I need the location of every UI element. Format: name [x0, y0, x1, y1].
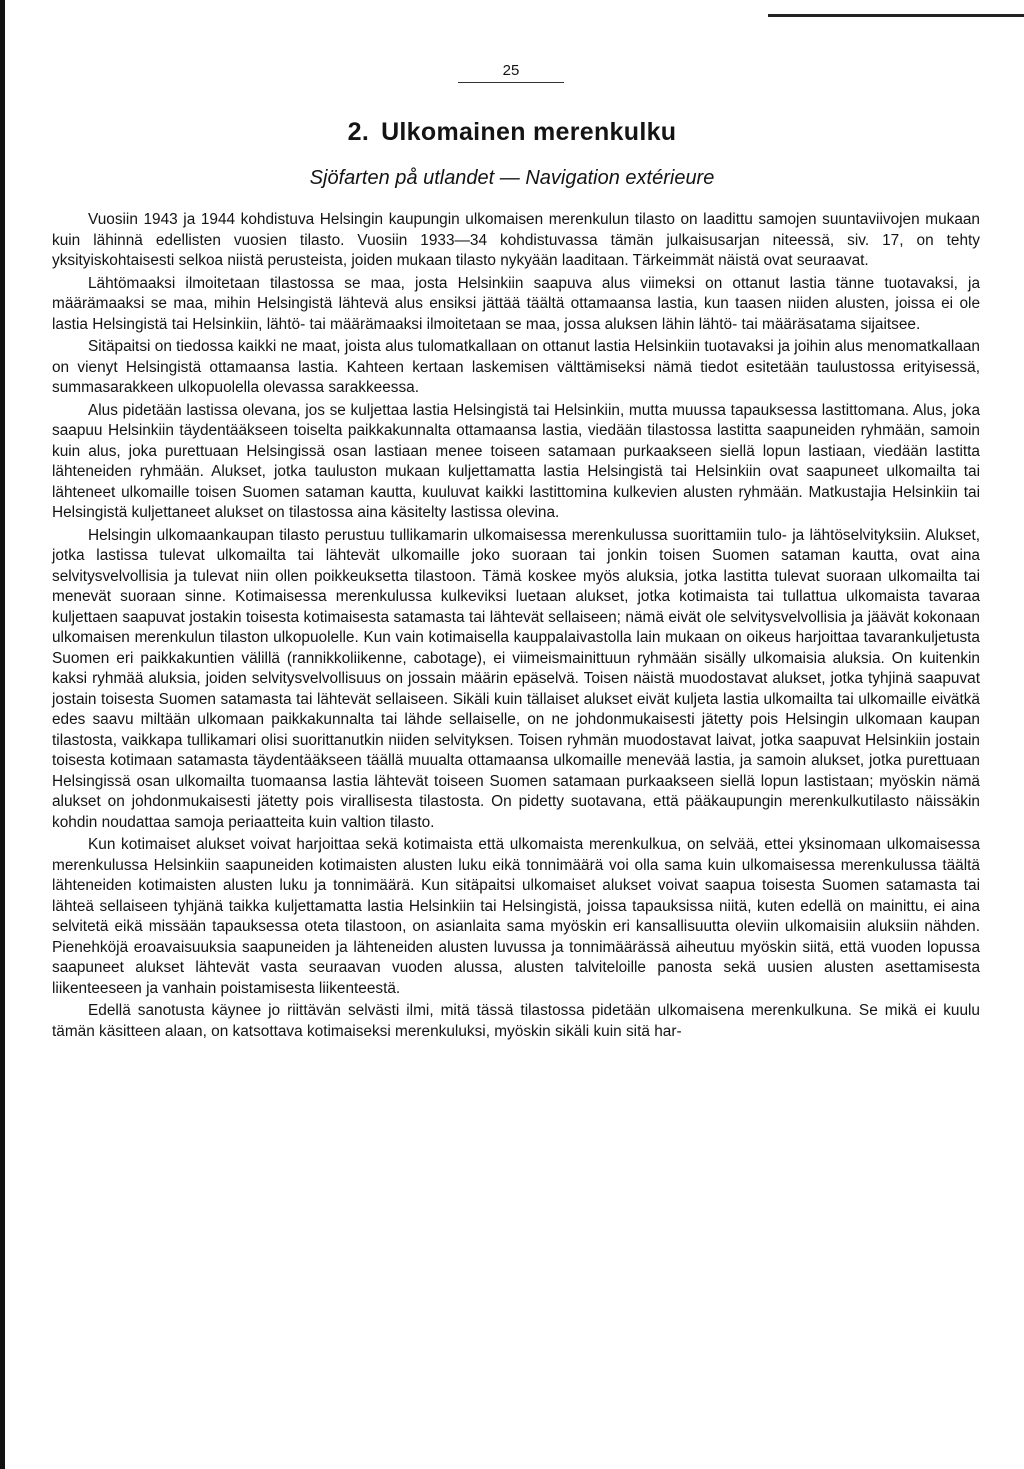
- section-subtitle: Sjöfarten på utlandet — Navigation extérieure: [309, 167, 715, 189]
- paragraph: Lähtömaaksi ilmoitetaan tilastossa se maa, josta Helsinkiin saapuva alus viimeksi on ottanut lastia tänne tuotavaksi, ja määrämaaksi se maa, mihin Helsingistä lähtevä alus ensiksi jättää täältä ottamaansa lastia, kun taasen niiden alusten, joissa ei ole lastia Helsingistä tai Helsinkiin, lähtö- tai määrämaaksi ilmoitetaan se maa, jossa aluksen lähin lähtö- tai määräsatama sijaitsee.: [52, 274, 980, 333]
- paragraph: Alus pidetään lastissa olevana, jos se kuljettaa lastia Helsingistä tai Helsinkiin, mutta muussa tapauksessa lastittomana. Alus, joka saapuu Helsinkiin täydentääkseen toiselta paikkakunnalta ottamaansa lastia, viedään tilastossa lastitta saapuneiden ryhmään, samoin kuin alus, joka purettuaan Helsingissä osan lastiaan menee toiseen satamaan purkaakseen siellä lopun lastiaan, viedään lastitta lähteneiden ryhmään. Alukset, jotka tauluston mukaan kuljettamatta lastia Helsingistä tai Helsinkiin ovat saapuneet ulkomailta tai lähteneet ulkomaille toisen Suomen sataman kautta, kuuluvat kaikki lastittomina kulkevien alusten ryhmään. Matkustajia Helsinkiin tai Helsingistä kuljettaneet alukset on tilastossa aina käsitelty lastissa olevina.: [52, 401, 980, 521]
- paragraph: Kun kotimaiset alukset voivat harjoittaa sekä kotimaista että ulkomaista merenkulkua, on selvää, ettei yksinomaan ulkomaisessa merenkulussa Helsinkiin saapuneiden kotimaisten alusten luku eikä tonnimäärä voi olla sama kuin ulkomaisessa merenkulussa täältä lähteneiden kotimaisten alusten luku ja tonnimäärä. Kun sitäpaitsi ulkomaiset alukset voivat saapua toisesta Suomen satamasta tai lähteä sellaiseen tyhjänä taikka kuljettamatta lastia Helsinkiin tai Helsingistä, joissa tapauksissa niitä, kuten edellä on mainittu, ei aina selvitetä eikä missään tapauksessa oteta tilastoon, on asianlaita sama myöskin eri kansallisuutta oleviin ulkomaisiin aluksiin nähden. Pienehköjä eroavaisuuksia saapuneiden ja lähteneiden alusten luvussa ja tonnimäärässä aiheutuu myöskin siitä, että vuoden lopussa saapuneet alukset lähtevät vasta seuraavan vuoden alussa, alusten talviteloille panosta sekä uusien alusten asettamisesta liikenteeseen ja vanhain poistamisesta liikenteestä.: [52, 836, 980, 997]
- scan-left-edge: [0, 0, 5, 1469]
- section-title: Ulkomainen merenkulku: [381, 118, 677, 146]
- section-number: 2.: [347, 118, 370, 146]
- paragraph: Sitäpaitsi on tiedossa kaikki ne maat, joista alus tulomatkallaan on ottanut lastia Helsinkiin tuotavaksi ja joihin alus menomatkallaan on vienyt Helsingistä ottamaansa lastia. Kahteen kertaan laskemisen välttämiseksi nämä tiedot esitetään taulustossa erityisessä, summasarakkeen ulkopuolella olevassa sarakkeessa.: [52, 338, 980, 396]
- paragraph: Vuosiin 1943 ja 1944 kohdistuva Helsingin kaupungin ulkomaisen merenkulun tilasto on laadittu samojen suuntaviivojen mukaan kuin lähinnä edellisten vuosien tilasto. Vuosiin 1933—34 kohdistuvassa tämän julkaisusarjan niteessä, siv. 17, on tehty yksityiskohtaisesti selkoa niistä perusteista, joiden mukaan tilasto nykyään laaditaan. Tärkeimmät näistä ovat seuraavat.: [52, 211, 980, 269]
- body-text: [52, 210, 980, 1044]
- page-number: 25: [458, 62, 564, 83]
- scan-top-edge: [768, 14, 1024, 17]
- section-heading: [0, 116, 1024, 148]
- paragraph: Helsingin ulkomaankaupan tilasto perustuu tullikamarin ulkomaisessa merenkulussa suorittamiin tulo- ja lähtöselvityksiin. Alukset, jotka lastissa tulevat ulkomailta tai lähtevät ulkomaille joko suoraan tai jonkin toisen Suomen sataman kautta, ovat aina selvitysvelvollisia ja tulevat niin ollen poikkeuksetta tilastoon. Tämä koskee myös aluksia, jotka lastitta tulevat suoraan ulkomailta tai menevät suoraan sinne. Kotimaisessa merenkulussa kulkeviksi luetaan alukset, jotka kotimaista tai tullattua ulkomaista tavaraa kuljettaen saapuvat jostakin toisesta kotimaisesta satamasta tai lähtevät sellaiseen; nämä eivät ole selvitysvelvollisia ja jäävät kokonaan ulkomaisen merenkulun tilaston ulkopuolelle. Kun vain kotimaisella kauppalaivastolla lain mukaan on oikeus harjoittaa tavarankuljetusta Suomen eri paikkakuntien välillä (rannikkoliikenne, cabotage), ei viimeismainittuun ryhmään sisälly ulkomaisia aluksia. On kuitenkin kaksi ryhmää aluksia, joiden selvitysvelvollisuus on jossain määrin epäselvä. Toisen näistä muodostavat alukset, jotka tyhjinä saapuvat jostain toisesta Suomen satamasta tai lähtevät sellaiseen. Sikäli kuin tällaiset alukset eivät kuljeta lastia ulkomailta tai ulkomaille eivätkä edes saavu miltään ulkomaan paikkakunnalta tai lähde sellaiselle, on ne johdonmukaisesti jätetty pois Helsingin ulkomaan kaupan tilastosta, vaikkapa tullikamari olisi suorittanutkin niiden selvityksen. Toisen ryhmän muodostavat laivat, jotka saapuvat Helsinkiin jostain toisesta kotimaan satamasta täydentääkseen täällä muualta ottamaansa ulkomaille menevää lastia, ja samoin alukset, jotka purettuaan Helsingissä osan ulkomailta tuomaansa lastia lähtevät toiseen Suomen satamaan purkaakseen siellä lopun lastistaan; myöskin nämä alukset on johdonmukaisesti jätetty pois virallisesta tilastosta. On pidetty suotavana, että pääkaupungin merenkulkutilasto näissäkin kohdin noudattaa samoja periaatteita kuin valtion tilasto.: [52, 526, 980, 831]
- paragraph: Edellä sanotusta käynee jo riittävän selvästi ilmi, mitä tässä tilastossa pidetään ulkomaisena merenkulkuna. Se mikä ei kuulu tämän käsitteen alaan, on katsottava kotimaiseksi merenkuluksi, myöskin sikäli kuin sitä har-: [52, 1002, 980, 1040]
